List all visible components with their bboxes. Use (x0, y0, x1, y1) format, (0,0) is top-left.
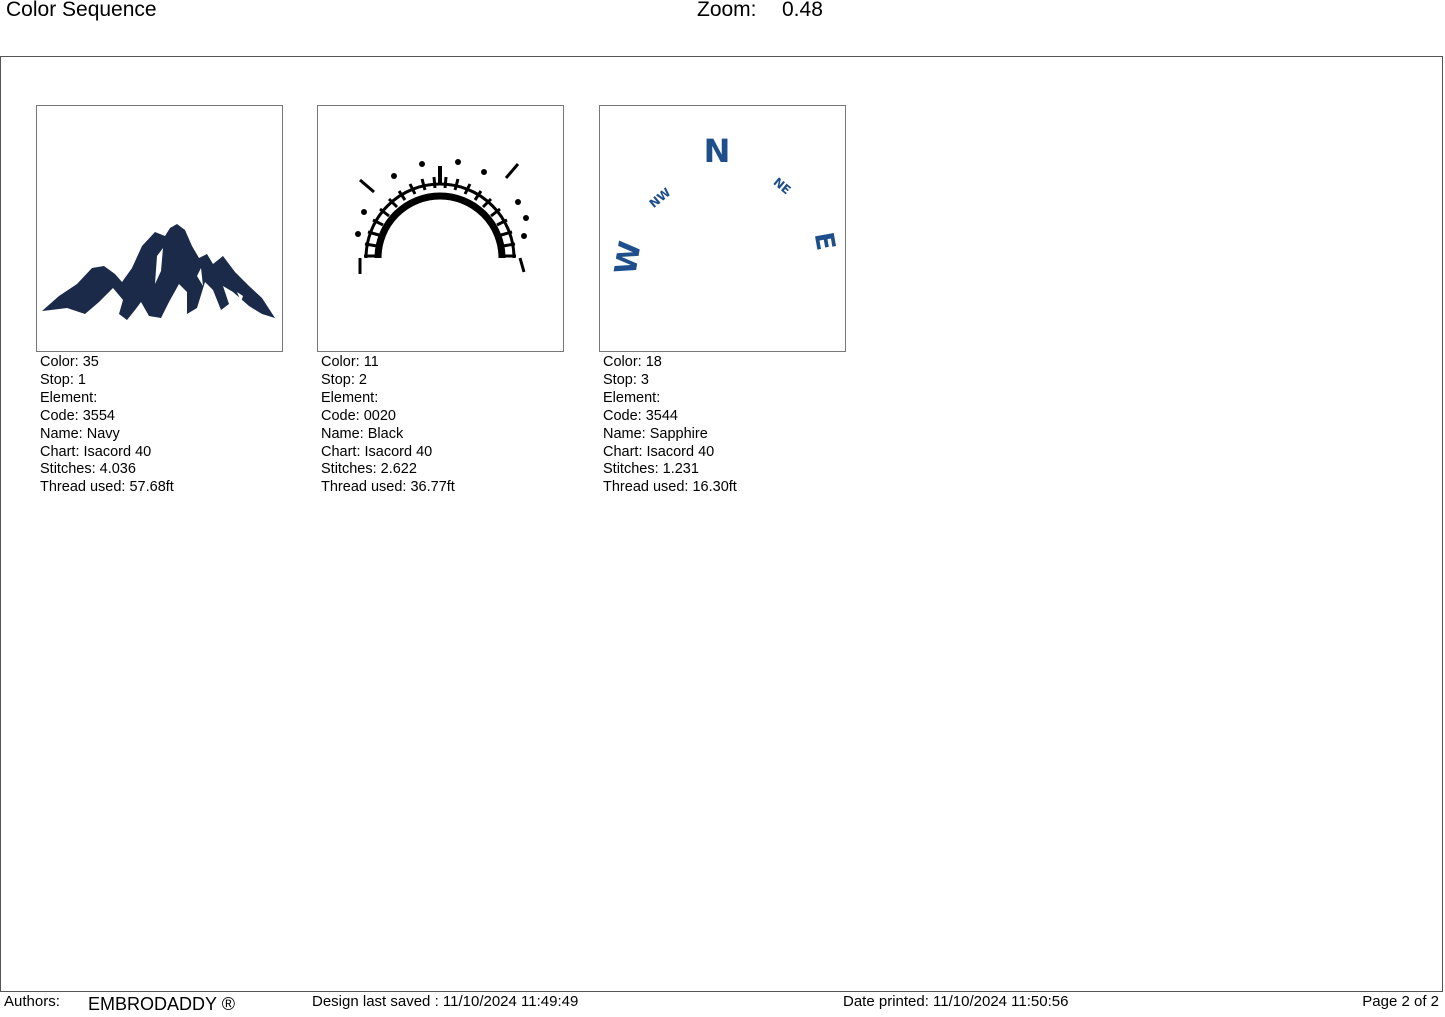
compass-letter-ne: NE (770, 174, 794, 198)
color-card (36, 105, 283, 497)
date-printed: Date printed: 11/10/2024 11:50:56 (843, 993, 1069, 1010)
element: Element: (321, 389, 379, 406)
thread-name: Name: Black (321, 425, 404, 442)
compass-letter-e: E (807, 229, 841, 253)
zoom-value: 0.48 (782, 0, 823, 21)
stitch-count: Stitches: 4.036 (40, 461, 136, 478)
thread-chart: Chart: Isacord 40 (321, 443, 433, 460)
thread-used: Thread used: 36.77ft (321, 479, 455, 496)
page-number: Page 2 of 2 (1362, 993, 1439, 1010)
zoom-label: Zoom: (697, 0, 757, 21)
thread-chart: Chart: Isacord 40 (603, 443, 715, 460)
color-number: Color: 18 (603, 354, 662, 370)
thread-chart: Chart: Isacord 40 (40, 443, 152, 460)
color-card (317, 105, 564, 497)
color-thumbnail (36, 105, 283, 352)
stitch-count: Stitches: 2.622 (321, 461, 417, 478)
page-title: Color Sequence (6, 0, 157, 21)
stop-number: Stop: 1 (40, 371, 86, 388)
thread-used: Thread used: 57.68ft (40, 479, 174, 496)
thread-code: Code: 3554 (40, 407, 115, 424)
color-thumbnail (599, 105, 846, 352)
stitch-count: Stitches: 1.231 (603, 461, 699, 478)
thread-code: Code: 0020 (321, 407, 396, 424)
design-last-saved: Design last saved : 11/10/2024 11:49:49 (312, 993, 579, 1010)
element: Element: (603, 389, 661, 406)
mountain-icon (37, 106, 282, 351)
thread-used: Thread used: 16.30ft (603, 479, 737, 496)
stop-number: Stop: 3 (603, 371, 649, 388)
stop-number: Stop: 2 (321, 371, 367, 388)
element: Element: (40, 389, 98, 406)
authors-label: Authors: (4, 993, 60, 1010)
compass-letter-nw: NW (646, 185, 674, 211)
color-number: Color: 35 (40, 354, 99, 370)
color-card (599, 105, 846, 497)
thread-code: Code: 3544 (603, 407, 678, 424)
color-number: Color: 11 (321, 354, 379, 370)
author-name: EMBRODADDY ® (88, 994, 235, 1014)
thread-name: Name: Navy (40, 425, 120, 442)
compass-letters-icon (600, 106, 845, 351)
thread-name: Name: Sapphire (603, 425, 708, 442)
compass-letter-w: W (608, 238, 649, 278)
compass-letter-n: N (703, 132, 731, 170)
compass-arc-icon (318, 106, 563, 351)
color-thumbnail (317, 105, 564, 352)
